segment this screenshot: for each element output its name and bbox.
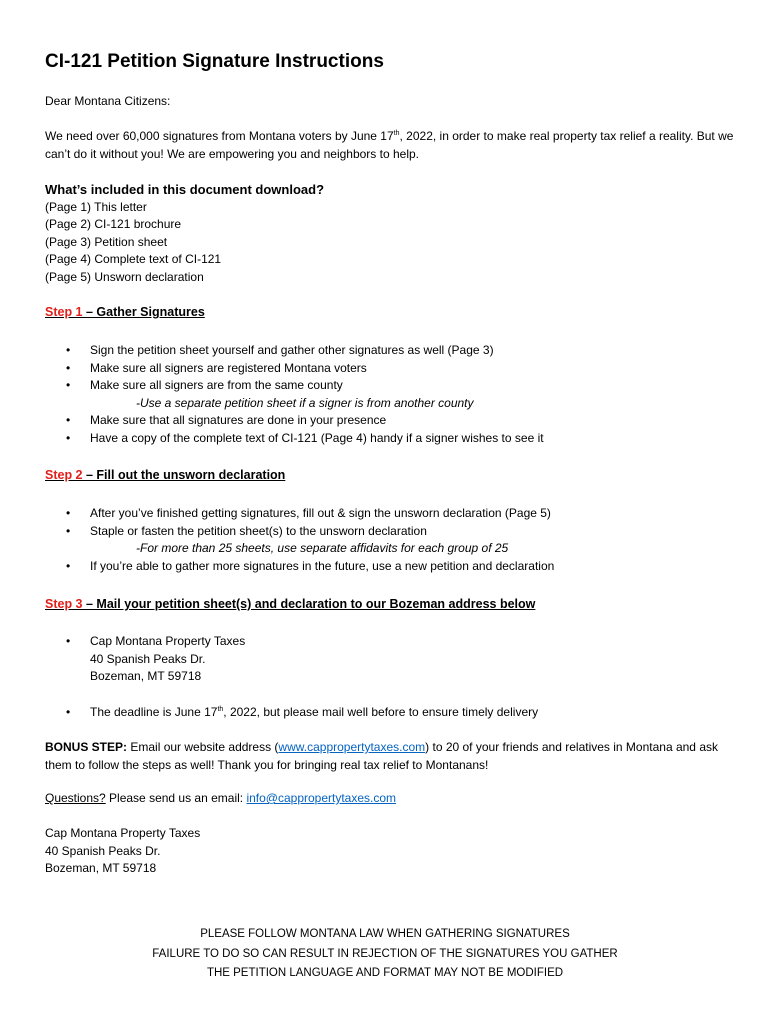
greeting: Dear Montana Citizens: bbox=[45, 94, 171, 108]
questions-label: Questions? bbox=[45, 791, 106, 805]
included-item-3: (Page 3) Petition sheet bbox=[45, 234, 168, 249]
bullet-icon: • bbox=[66, 634, 71, 648]
document-title: CI-121 Petition Signature Instructions bbox=[45, 51, 384, 72]
signature-block bbox=[45, 825, 735, 878]
list-item: • Sign the petition sheet yourself and gather other signatures as well (Page 3) bbox=[45, 342, 735, 360]
step2-label: Step 2 bbox=[45, 468, 83, 482]
step2-note: -For more than 25 sheets, use separate affidavits for each group of 25 bbox=[136, 541, 509, 556]
list-item: • Make sure all signers are registered Montana voters bbox=[45, 360, 735, 378]
included-item-5: (Page 5) Unsworn declaration bbox=[45, 269, 204, 284]
step1-list bbox=[45, 342, 735, 448]
footer-notice bbox=[45, 925, 725, 984]
list-item: • After you’ve finished getting signatures, fill out & sign the unsworn declaration (Page 5) bbox=[45, 505, 735, 523]
bullet-icon: • bbox=[66, 378, 71, 393]
bonus-paragraph: BONUS STEP: Email our website address (www.cappropertytaxes.com) to 20 of your friends and relatives in Montana and ask them to follow the steps as well! Thank you for bringing real tax relief to Montanans! bbox=[45, 740, 718, 772]
bullet-icon: • bbox=[66, 360, 71, 375]
website-link[interactable]: www.cappropertytaxes.com bbox=[278, 740, 426, 754]
bullet-icon: • bbox=[66, 430, 71, 445]
list-item-address bbox=[45, 633, 735, 686]
list-item: • Have a copy of the complete text of CI-121 (Page 4) handy if a signer wishes to see it bbox=[45, 430, 735, 448]
bullet-icon: • bbox=[66, 558, 71, 573]
footer-line-3: THE PETITION LANGUAGE AND FORMAT MAY NOT BE MODIFIED bbox=[206, 967, 564, 979]
step3-heading: Step 3 – Mail your petition sheet(s) and declaration to our Bozeman address below bbox=[45, 597, 536, 611]
step3-label: Step 3 bbox=[45, 597, 83, 611]
bonus-label: BONUS STEP: bbox=[45, 740, 128, 754]
address-line-3: Bozeman, MT 59718 bbox=[90, 669, 202, 684]
questions-paragraph: Questions? Please send us an email: info@cappropertytaxes.com bbox=[45, 791, 397, 805]
signature-line-1: Cap Montana Property Taxes bbox=[45, 826, 201, 840]
bullet-icon: • bbox=[66, 413, 71, 428]
bullet-icon: • bbox=[66, 506, 71, 520]
address-line-1: Cap Montana Property Taxes bbox=[90, 634, 246, 648]
bullet-icon: • bbox=[66, 704, 71, 719]
bullet-icon: • bbox=[66, 523, 71, 538]
footer-line-1: PLEASE FOLLOW MONTANA LAW WHEN GATHERING SIGNATURES bbox=[200, 928, 570, 940]
included-item-4: (Page 4) Complete text of CI-121 bbox=[45, 252, 222, 267]
step3-list bbox=[45, 633, 735, 721]
list-item: • Staple or fasten the petition sheet(s) to the unsworn declaration bbox=[45, 523, 735, 541]
email-link[interactable]: info@cappropertytaxes.com bbox=[246, 791, 397, 805]
included-item-2: (Page 2) CI-121 brochure bbox=[45, 217, 182, 232]
signature-line-3: Bozeman, MT 59718 bbox=[45, 861, 157, 876]
list-item: • If you’re able to gather more signatures in the future, use a new petition and declaration bbox=[45, 558, 735, 576]
included-item-1: (Page 1) This letter bbox=[45, 199, 147, 214]
step1-note: -Use a separate petition sheet if a signer is from another county bbox=[136, 395, 474, 410]
step2-heading: Step 2 – Fill out the unsworn declaration bbox=[45, 468, 286, 482]
list-item: • Make sure all signers are from the same county bbox=[45, 377, 735, 395]
list-item-deadline: • The deadline is June 17th, 2022, but please mail well before to ensure timely delivery bbox=[45, 704, 735, 722]
bullet-icon: • bbox=[66, 343, 71, 357]
list-item: • Make sure that all signatures are done in your presence bbox=[45, 412, 735, 430]
signature-line-2: 40 Spanish Peaks Dr. bbox=[45, 843, 161, 858]
included-section bbox=[45, 181, 735, 287]
included-heading: What’s included in this document download? bbox=[45, 182, 325, 197]
step2-list bbox=[45, 505, 735, 575]
intro-paragraph: We need over 60,000 signatures from Montana voters by June 17th, 2022, in order to make real property tax relief a reality. But we can’t do it without you! We are empowering you and neighbors to help. bbox=[45, 129, 734, 161]
footer-line-2: FAILURE TO DO SO CAN RESULT IN REJECTION OF THE SIGNATURES YOU GATHER bbox=[152, 947, 618, 960]
address-line-2: 40 Spanish Peaks Dr. bbox=[90, 651, 206, 666]
step1-heading: Step 1 – Gather Signatures bbox=[45, 305, 205, 319]
step1-label: Step 1 bbox=[45, 305, 83, 319]
